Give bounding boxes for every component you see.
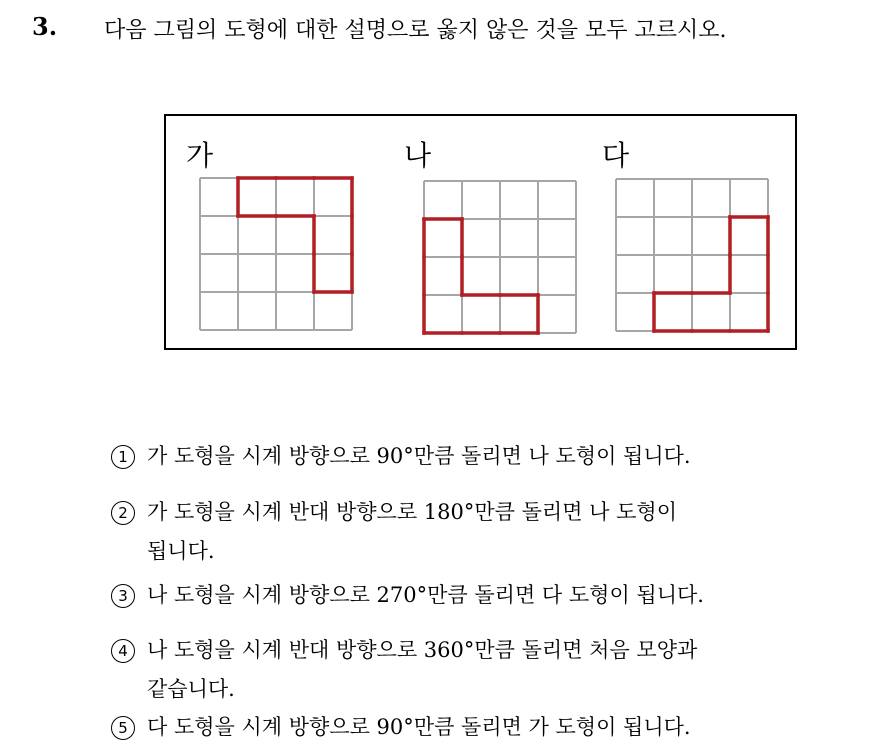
option-4-text: 나 도형을 시계 반대 방향으로 360°만큼 돌리면 처음 모양과 — [147, 638, 698, 662]
option-4-continuation: 같습니다. — [147, 677, 235, 701]
option-2-continuation: 됩니다. — [147, 539, 215, 563]
option-3[interactable] — [111, 579, 704, 609]
question-text: 다음 그림의 도형에 대한 설명으로 옳지 않은 것을 모두 고르시오. — [104, 18, 727, 43]
option-4-number: 4 — [111, 639, 135, 663]
option-5-number: 5 — [111, 716, 135, 740]
figure-label-na: 나 — [404, 139, 432, 172]
figure-label-ga: 가 — [186, 139, 214, 172]
option-1-text: 가 도형을 시계 방향으로 90°만큼 돌리면 나 도형이 됩니다. — [147, 444, 691, 468]
option-5[interactable] — [111, 711, 691, 741]
option-5-text: 다 도형을 시계 방향으로 90°만큼 돌리면 가 도형이 됩니다. — [147, 715, 691, 739]
option-2-number: 2 — [111, 501, 135, 525]
figure-label-da: 다 — [602, 139, 630, 172]
option-2-text: 가 도형을 시계 반대 방향으로 180°만큼 돌리면 나 도형이 — [147, 500, 677, 524]
option-1[interactable] — [111, 440, 691, 470]
question-number: 3. — [32, 12, 58, 41]
option-2[interactable] — [111, 496, 677, 526]
option-4[interactable] — [111, 634, 697, 664]
option-3-number: 3 — [111, 584, 135, 608]
option-1-number: 1 — [111, 445, 135, 469]
option-3-text: 나 도형을 시계 방향으로 270°만큼 돌리면 다 도형이 됩니다. — [147, 583, 704, 607]
